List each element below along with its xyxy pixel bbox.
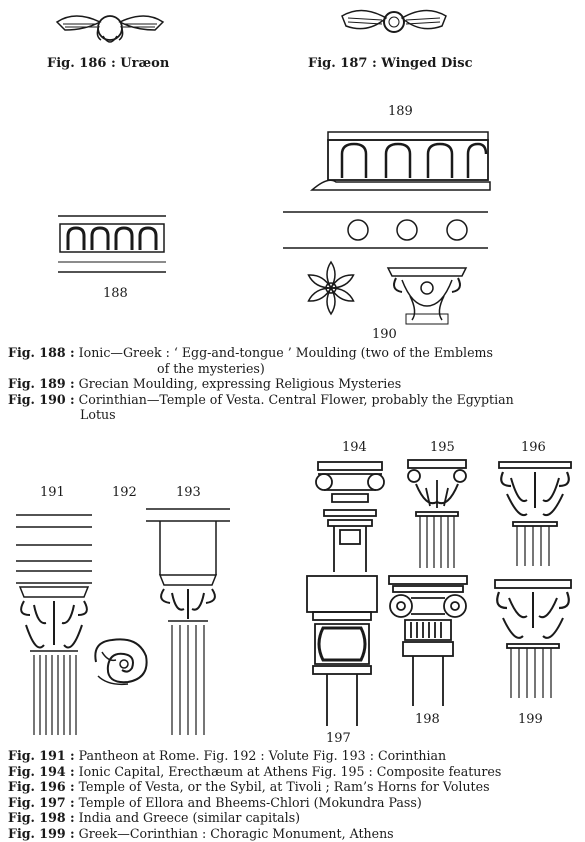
fig-193-number: 193	[176, 485, 201, 500]
grecian-moulding-illustration	[308, 128, 493, 198]
composite-capital-illustration	[406, 458, 468, 568]
egg-and-tongue-moulding-illustration	[58, 212, 166, 282]
fig-188-number: 188	[103, 286, 128, 301]
caption-line: of the mysteries)	[157, 360, 265, 376]
fig-199-number: 199	[518, 712, 543, 727]
caption-line: Fig. 194 : Ionic Capital, Erecthæum at Athens Fig. 195 : Composite features	[8, 763, 502, 779]
volute-illustration	[88, 632, 154, 688]
vesta-capital-illustration	[388, 266, 466, 326]
caption-line: Lotus	[80, 407, 116, 422]
fig-195-number: 195	[430, 440, 455, 455]
choragic-capital-illustration	[493, 578, 573, 698]
india-greece-capital-illustration	[387, 574, 469, 706]
vesta-tivoli-capital-illustration	[497, 460, 573, 566]
fig-189-number: 189	[388, 104, 413, 119]
fig-191-number: 191	[40, 485, 65, 500]
lotus-flower-illustration	[303, 260, 359, 316]
captions-mid	[8, 345, 514, 423]
fig-187-label: Fig. 187 : Winged Disc	[308, 56, 473, 71]
pantheon-column-illustration	[16, 505, 92, 735]
fig-198-number: 198	[415, 712, 440, 727]
caption-line: Fig. 189 : Grecian Moulding, expressing Religious Mysteries	[8, 376, 402, 391]
fig-194-number: 194	[342, 440, 367, 455]
caption-line: Fig. 191 : Pantheon at Rome. Fig. 192 : Volute Fig. 193 : Corinthian	[8, 748, 447, 763]
caption-line: Fig. 196 : Temple of Vesta, or the Sybil, at Tivoli ; Ram’s Horns for Volutes	[8, 779, 490, 794]
captions-bottom	[8, 748, 501, 841]
caption-line: Fig. 190 : Corinthian—Temple of Vesta. Central Flower, probably the Egyptian	[8, 391, 514, 407]
fig-196-number: 196	[521, 440, 546, 455]
disc-band-illustration	[283, 208, 488, 252]
winged-disc-illustration	[338, 4, 450, 44]
ellora-pillar-illustration	[305, 574, 379, 726]
corinthian-column-illustration	[146, 505, 230, 735]
fig-186-label: Fig. 186 : Uræon	[47, 56, 170, 71]
fig-190-number: 190	[372, 327, 397, 342]
ionic-capital-illustration	[314, 460, 386, 572]
caption-line: Fig. 198 : India and Greece (similar capitals)	[8, 810, 301, 825]
fig-197-number: 197	[326, 731, 351, 746]
caption-line: Fig. 188 : Ionic—Greek : ‘ Egg-and-tongue ’ Moulding (two of the Emblems	[8, 345, 493, 360]
caption-line: Fig. 199 : Greek—Corinthian : Choragic Monument, Athens	[8, 825, 394, 841]
caption-line: Fig. 197 : Temple of Ellora and Bheems-Chlori (Mokundra Pass)	[8, 794, 422, 810]
fig-192-number: 192	[112, 485, 137, 500]
uraeon-illustration	[55, 8, 165, 50]
